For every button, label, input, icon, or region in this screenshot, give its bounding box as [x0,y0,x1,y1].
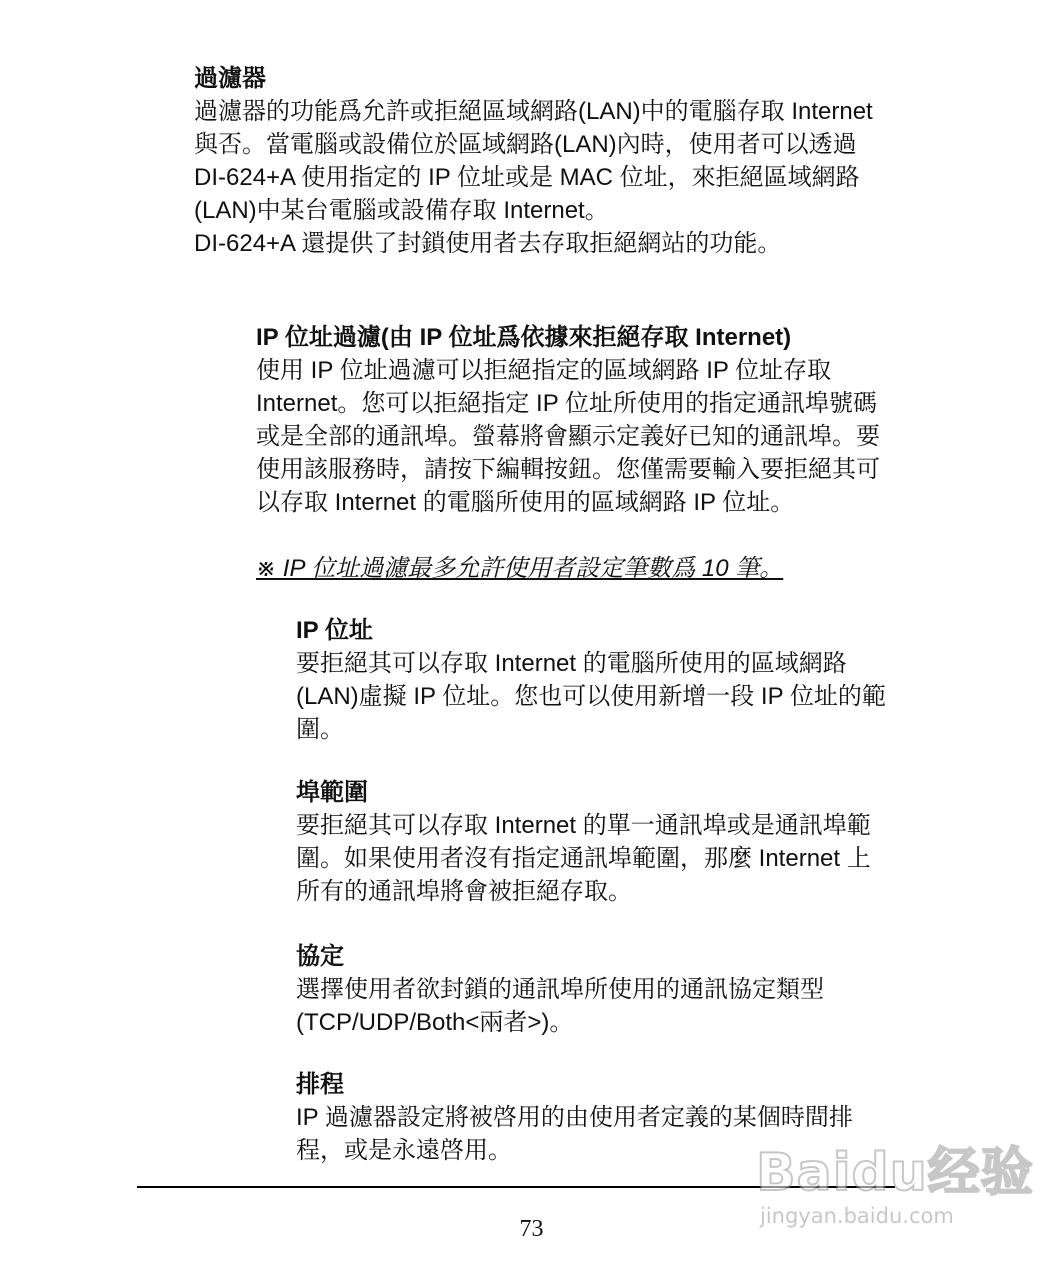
ip-filter-heading: IP 位址過濾(由 IP 位址爲依據來拒絕存取 Internet) [256,324,792,351]
port-range-text-line: 圍。如果使用者沒有指定通訊埠範圍，那麼 Internet 上 [296,845,871,872]
ip-filter-section [256,321,880,519]
filters-text-line: 過濾器的功能爲允許或拒絕區域網路(LAN)中的電腦存取 Internet [194,98,873,125]
schedule-heading: 排程 [296,1071,344,1098]
filters-text-line: DI-624+A 還提供了封鎖使用者去存取拒絕網站的功能。 [194,230,782,257]
protocol-text-line: 選擇使用者欲封鎖的通訊埠所使用的通訊協定類型 [296,976,824,1003]
protocol-text-line: (TCP/UDP/Both<兩者>)。 [296,1009,574,1036]
ip-address-text-line: 圍。 [296,716,344,743]
port-range-text-line: 要拒絕其可以存取 Internet 的單一通訊埠或是通訊埠範 [296,812,871,839]
filters-text-line: 與否。當電腦或設備位於區域網路(LAN)內時，使用者可以透過 [194,131,857,158]
ip-address-text-line: 要拒絕其可以存取 Internet 的電腦所使用的區域網路 [296,650,847,677]
ip-filter-text-line: 以存取 Internet 的電腦所使用的區域網路 IP 位址。 [256,489,795,516]
ip-filter-text-line: 或是全部的通訊埠。螢幕將會顯示定義好已知的通訊埠。要 [256,423,880,450]
port-range-section [296,776,871,908]
filters-heading: 過濾器 [194,65,266,92]
ip-filter-text-line: Internet。您可以拒絕指定 IP 位址所使用的指定通訊埠號碼 [256,390,877,417]
schedule-text-line: 程，或是永遠啓用。 [296,1137,512,1164]
filters-section [194,62,873,260]
watermark-brand: Baidu经验 [756,1143,1034,1203]
ip-filter-text-line: 使用 IP 位址過濾可以拒絕指定的區域網路 IP 位址存取 [256,357,832,384]
page-number: 73 [519,1216,544,1242]
ip-filter-note-text: ※ IP 位址過濾最多允許使用者設定筆數爲 10 筆。 [256,555,784,582]
filters-text-line: (LAN)中某台電腦或設備存取 Internet。 [194,197,609,224]
protocol-heading: 協定 [296,943,344,970]
protocol-section [296,940,824,1039]
ip-address-text-line: (LAN)虛擬 IP 位址。您也可以使用新增一段 IP 位址的範 [296,683,886,710]
schedule-text-line: IP 過濾器設定將被啓用的由使用者定義的某個時間排 [296,1104,853,1131]
port-range-heading: 埠範圍 [296,779,368,806]
ip-address-heading: IP 位址 [296,617,373,644]
ip-filter-text-line: 使用該服務時，請按下編輯按鈕。您僅需要輸入要拒絕其可 [256,456,880,483]
watermark-url: jingyan.baidu.com [760,1204,954,1228]
ip-address-section [296,614,886,746]
ip-filter-note [256,552,783,585]
filters-text-line: DI-624+A 使用指定的 IP 位址或是 MAC 位址，來拒絕區域網路 [194,164,860,191]
baidu-watermark [752,1130,1034,1240]
port-range-text-line: 所有的通訊埠將會被拒絕存取。 [296,878,632,905]
